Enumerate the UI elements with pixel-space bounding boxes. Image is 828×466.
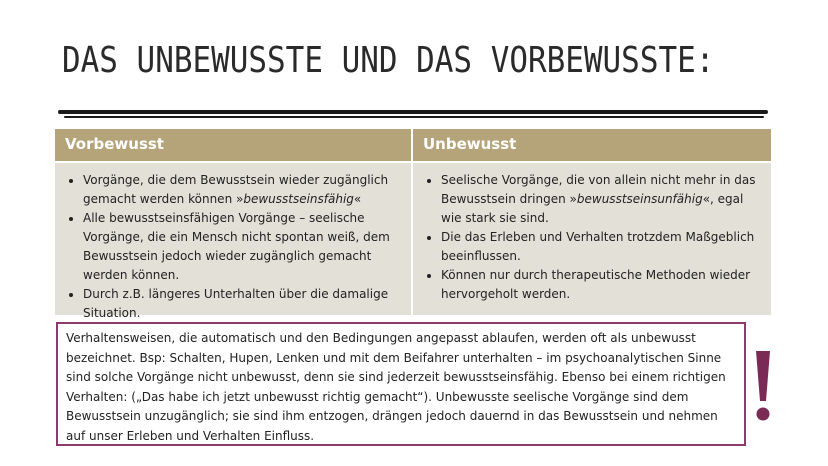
header-vorbewusst: Vorbewusst [55,129,413,161]
slide-title: DAS UNBEWUSSTE UND DAS VORBEWUSSTE: [62,40,715,81]
list-item: • Alle bewusstseinsfähigen Vorgänge – seelische Vorgänge, die ein Mensch nicht spontan weiß, dem Bewusstsein jedoch wieder zugänglich gemacht werden können. [83,209,401,285]
cell-unbewusst [413,161,771,315]
list-item: • Seelische Vorgänge, die von allein nicht mehr in das Bewusstsein dringen »bewusstseinsunfähig«, egal wie stark sie sind. [441,171,761,228]
list-vorbewusst [63,171,401,323]
exclamation-icon [753,349,773,423]
comparison-table [55,129,771,320]
title-divider-secondary [64,116,764,118]
cell-vorbewusst [55,161,413,320]
title-divider [58,110,768,114]
note-box: Verhaltensweisen, die automatisch und den Bedingungen angepasst ablaufen, werden oft als unbewusst bezeichnet. Bsp: Schalten, Hupen, Lenken und mit dem Beifahrer unterhalten – im psychoanalytischen Sinne sind solche Vorgänge nicht unbewusst, denn sie sind jederzeit bewusstseinsfähig. Ebenso bei einem richtigen Verhalten: („Das habe ich jetzt unbewusst richtig gemacht“). Unbewusste seelische Vorgänge sind dem Bewusstsein unzugänglich; sie sind ihm entzogen, drängen jedoch dauernd in das Bewusstsein und nehmen auf unser Erleben und Verhalten Einfluss. [56,322,746,446]
list-item: • Durch z.B. längeres Unterhalten über die damalige Situation. [83,285,401,323]
list-item: • Können nur durch therapeutische Methoden wieder hervorgeholt werden. [441,266,761,304]
list-item: • Die das Erleben und Verhalten trotzdem Maßgeblich beeinflussen. [441,228,761,266]
list-unbewusst [421,171,761,304]
header-unbewusst: Unbewusst [413,129,771,161]
list-item: • Vorgänge, die dem Bewusstsein wieder zugänglich gemacht werden können »bewusstseinsfähig« [83,171,401,209]
